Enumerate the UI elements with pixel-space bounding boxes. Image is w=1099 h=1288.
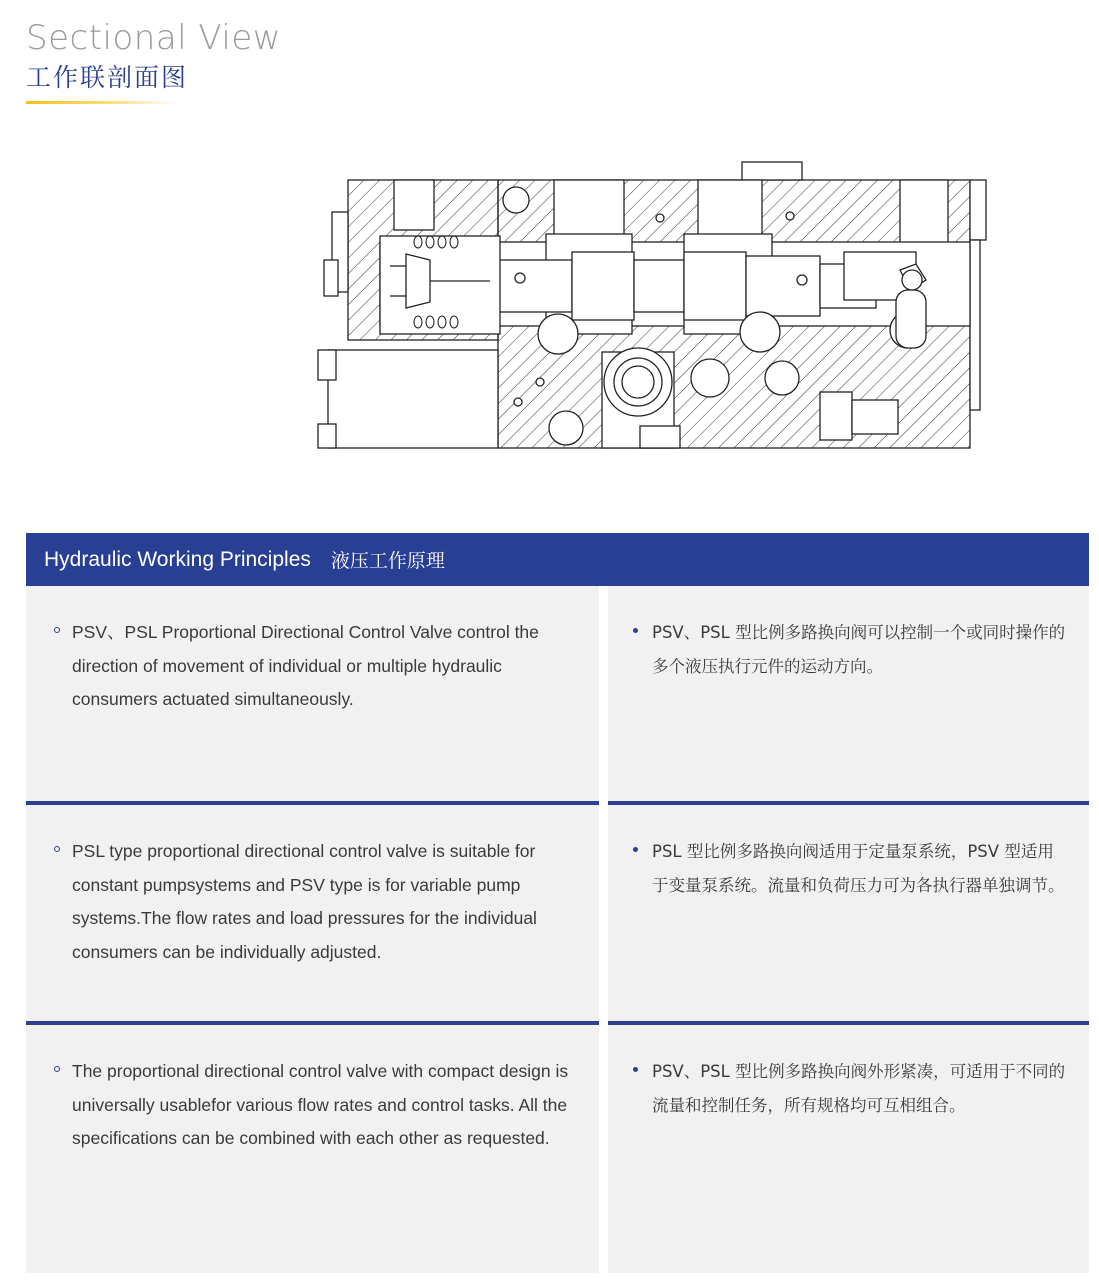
principle-panel-cn-1 [608,586,1089,805]
bullet-icon [633,847,638,852]
principle-text-cn: PSV、PSL 型比例多路换向阀外形紧凑，可适用于不同的流量和控制任务，所有规格均可互相组合。 [652,1062,1066,1115]
principle-text-en: The proportional directional control valve with compact design is universally usablefor various flow rates and control tasks. All the specifications can be combined with each other as requested. [72,1061,569,1148]
principle-panel-en-2 [26,805,599,1025]
principle-panel-en-3 [26,1025,599,1273]
principle-text-cn: PSL 型比例多路换向阀适用于定量泵系统，PSV 型适用于变量泵系统。流量和负荷压力可为各执行器单独调节。 [652,842,1065,895]
bullet-icon [633,1067,638,1072]
section-title-cn: 液压工作原理 [330,550,445,572]
sectional-view-diagram [310,156,1000,456]
principle-text-en: PSV、PSL Proportional Directional Control Valve control the direction of movement of individual or multiple hydraulic consumers actuated simultaneously. [72,622,539,709]
bullet-icon [54,627,60,633]
principle-panel-cn-3 [608,1025,1089,1273]
bullet-icon [633,628,638,633]
page-title-en: Sectional View [26,18,282,58]
section-title-en: Hydraulic Working Principles [44,547,311,571]
principle-panel-cn-2 [608,805,1089,1025]
principle-text-en: PSL type proportional directional control valve is suitable for constant pumpsystems and PSV type is for variable pump systems.The flow rates and load pressures for the individual consumers can be individually adjusted. [72,841,537,962]
title-underline [26,101,176,104]
section-header-bar [26,533,1089,586]
bullet-icon [54,1066,60,1072]
principle-text-cn: PSV、PSL 型比例多路换向阀可以控制一个或同时操作的多个液压执行元件的运动方向。 [652,623,1066,676]
principle-panel-en-1 [26,586,599,805]
bullet-icon [54,846,60,852]
page-title-cn: 工作联剖面图 [26,63,189,92]
